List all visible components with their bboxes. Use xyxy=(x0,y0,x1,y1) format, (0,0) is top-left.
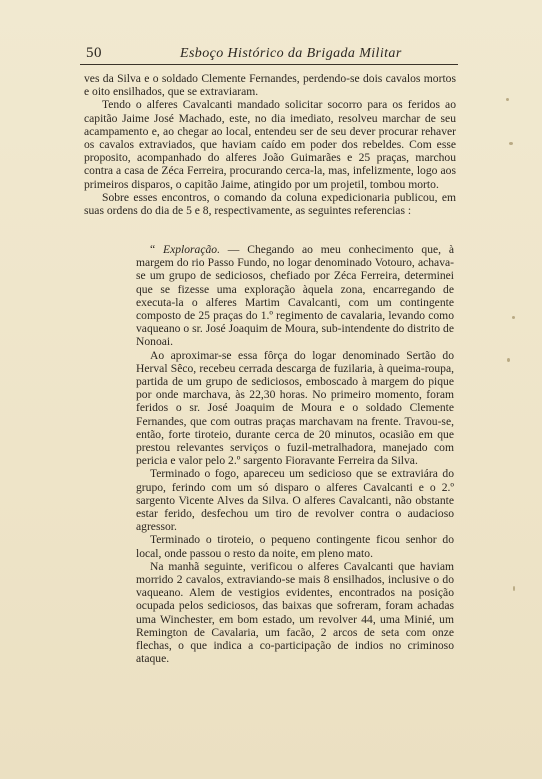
paper-speck xyxy=(507,358,510,362)
quote-paragraph: Terminado o fogo, apareceu um sedicioso que se extraviára do grupo, ferindo com um só disparo o alferes Cavalcanti e o 2.º sargento Vicente Alves da Silva. O alferes Cavalcanti, não obstante estar ferido, desfechou um tiro de revolver contra o audacioso agressor. xyxy=(136,467,454,534)
quote-paragraph: Na manhã seguinte, verificou o alferes Cavalcanti que haviam morrido 2 cavalos, extraviando-se mais 8 ensilhados, inclusive o do vaqueano. Alem de vestigios evidentes, encontrados na posição ocupada pelos sediciosos, das baixas que sofreram, foram achadas uma Winchester, em bom estado, um revolver 44, uma Minié, um Remington de Cavalaria, um facão, 2 arcos de seta com onze flechas, o que indica a co-participação de indios no criminoso ataque. xyxy=(136,559,454,666)
paragraph: Sobre esses encontros, o comando da coluna expedicionaria publicou, em suas ordens do dia de 5 e 8, respectivamente, as seguintes referencias : xyxy=(84,190,456,218)
paper-speck xyxy=(513,586,515,591)
quote-paragraph: Terminado o tiroteio, o pequeno contingente ficou senhor do local, onde passou o resto da noite, em pleno mato. xyxy=(136,533,454,560)
quote-first-paragraph xyxy=(136,243,454,349)
page-number: 50 xyxy=(86,45,102,61)
quote-paragraph: Ao aproximar-se essa fôrça do logar denominado Sertão do Herval Sêco, recebeu cerrada descarga de fuzilaria, à queima-roupa, partida de um grupo de sediciosos, emboscado à margem do pique por onde marchava, às 22,30 horas. No primeiro momento, foram feridos o sr. José Joaquim de Moura e o soldado Clemente Fernandes, que com outras praças marchavam na frente. Travou-se, então, forte tiroteio, durante cerca de 20 minutos, ocasião em que prestou relevantes serviços o fuzil-metralhadora, manejado com pericia e valor pelo 2.º sargento Fioravante Ferreira da Silva. xyxy=(136,348,454,468)
page-header xyxy=(80,44,458,65)
quote-first-paragraph-text: — Chegando ao meu conhecimento que, à margem do rio Passo Fundo, no logar denominado Votouro, achava-se um grupo de sediciosos, chefiado por Zéca Ferreira, determinei que se fizesse uma exploração àquela zona, encarregando de executa-la o alferes Martim Cavalcanti, com um contingente composto de 25 praças do 1.º regimento de cavalaria, levando como vaqueano o sr. José Joaquim de Moura, sub-intendente do distrito de Nonoai. xyxy=(136,243,455,349)
running-title: Esboço Histórico da Brigada Militar xyxy=(180,46,402,61)
paper-speck xyxy=(512,316,515,319)
opening-quote-mark: “ xyxy=(150,243,156,256)
paragraph: ves da Silva e o soldado Clemente Fernandes, perdendo-se dois cavalos mortos e oito ensilhados, que se extraviaram. xyxy=(84,72,456,99)
intro-text xyxy=(84,72,456,217)
quoted-order xyxy=(136,243,454,666)
paper-speck xyxy=(506,98,509,101)
section-title: Exploração. xyxy=(162,243,220,256)
paper-speck xyxy=(509,142,513,145)
paragraph: Tendo o alferes Cavalcanti mandado solicitar socorro para os feridos ao capitão Jaime José Machado, este, no dia imediato, resolveu marchar de seu acampamento e, ao chegar ao local, entendeu ser de seu dever procurar rehaver os cavalos extraviados, que haviam caído em poder dos rebeldes. Com esse proposito, acompanhado do alferes João Guimarães e 25 praças, marchou contra a casa de Zéca Ferreira, procurando cerca-la, mas, infelizmente, logo aos primeiros disparos, o capitão Jaime, atingido por um projetil, tombou morto. xyxy=(84,98,456,191)
